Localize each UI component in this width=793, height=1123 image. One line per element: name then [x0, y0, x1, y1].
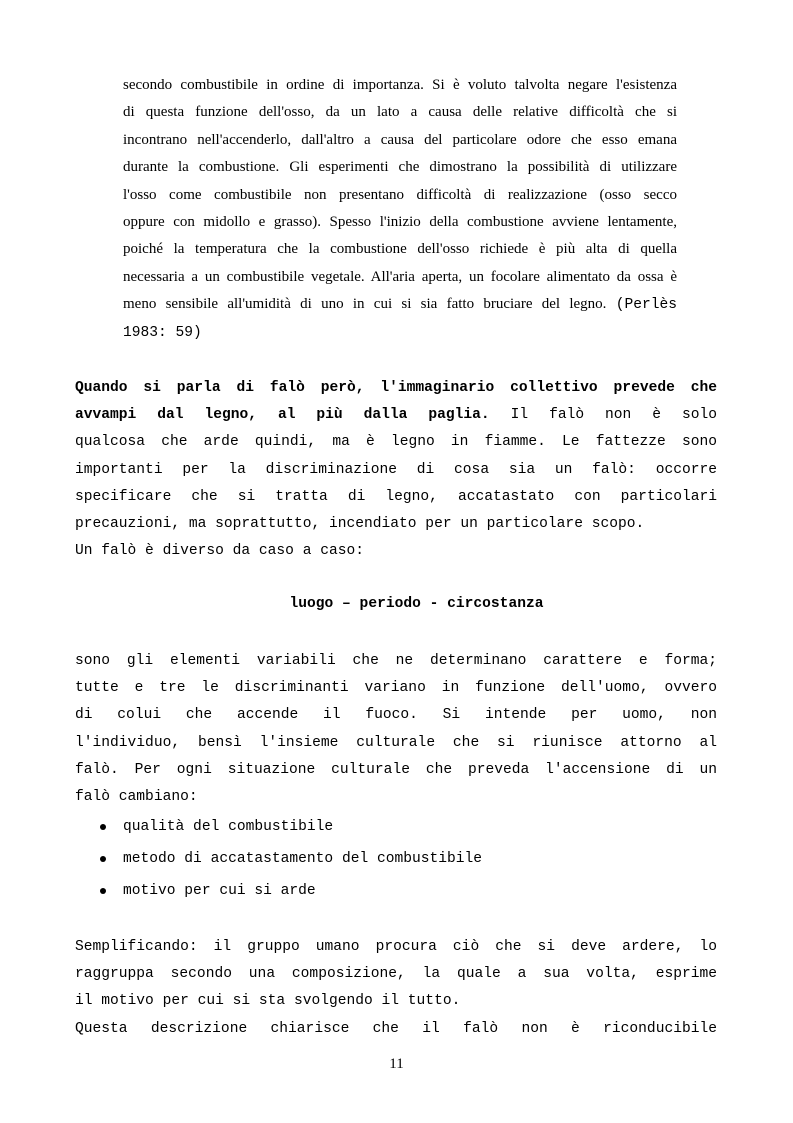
page-number: 11: [389, 1056, 404, 1072]
paragraph-line: il motivo per cui si sta svolgendo il tutto.: [75, 993, 461, 1010]
block-quote: [123, 72, 677, 346]
quote-line: incontrano nell'accenderlo, dall'altro a causa del particolare odore che esso emana: [123, 131, 677, 148]
list-item: [96, 878, 482, 910]
paragraph-line: importanti per la discriminazione di cosa sia un falò: occorre: [75, 461, 717, 478]
paragraph-line: specificare che si tratta di legno, accatastato con particolari: [75, 488, 717, 505]
paragraph-line: l'individuo, bensì l'insieme culturale che si riunisce attorno al: [75, 734, 717, 751]
list-item-text: motivo per cui si arde: [123, 883, 316, 899]
paragraph-line: Semplificando: il gruppo umano procura ciò che si deve ardere, lo: [75, 939, 717, 955]
bullet-icon: [100, 824, 106, 830]
quote-line: poiché la temperatura che la combustione dell'osso richiede è più alta di quella: [123, 241, 677, 258]
list-item: [96, 814, 482, 846]
paragraph-line: Un falò è diverso da caso a caso:: [75, 543, 365, 560]
quote-line: necessaria a un combustibile vegetale. All'aria aperta, un focolare alimentato da ossa è: [123, 268, 677, 285]
paragraph-line: sono gli elementi variabili che ne determinano carattere e forma;: [75, 653, 717, 669]
list-item-text: metodo di accatastamento del combustibile: [123, 851, 483, 867]
paragraph-line: falò. Per ogni situazione culturale che preveda l'accensione di un: [75, 761, 717, 778]
list-item: [96, 846, 482, 878]
quote-line: durante la combustione. Gli esperimenti che dimostrano la possibilità di utilizzare: [123, 159, 677, 176]
list-item-text: qualità del combustibile: [123, 819, 334, 835]
bullet-list: [96, 814, 482, 910]
paragraph-line: Quando si parla di falò però, l'immaginario collettivo prevede che: [75, 380, 717, 396]
paragraph-variables: [75, 648, 717, 811]
paragraph-line: falò cambiano:: [75, 788, 198, 805]
quote-line: [123, 319, 677, 346]
paragraph-falo-intro: [75, 375, 717, 565]
centered-heading: luogo – periodo - circostanza: [289, 596, 544, 612]
quote-text: meno sensibile all'umidità di uno in cui si sia fatto bruciare del legno.: [123, 296, 607, 313]
paragraph-line: [75, 402, 717, 429]
paragraph-line: di colui che accende il fuoco. Si intende per uomo, non: [75, 707, 717, 724]
bullet-icon: [100, 856, 106, 862]
paragraph-summary: [75, 934, 717, 1043]
paragraph-line: precauzioni, ma soprattutto, incendiato per un particolare scopo.: [75, 515, 645, 532]
quote-line: secondo combustibile in ordine di importanza. Si è voluto talvolta negare l'esistenza: [123, 77, 677, 93]
quote-line: di questa funzione dell'osso, da un lato a causa delle relative difficoltà che si: [123, 104, 677, 121]
paragraph-line: qualcosa che arde quindi, ma è legno in fiamme. Le fattezze sono: [75, 434, 717, 451]
paragraph-line: Questa descrizione chiarisce che il falò non è riconducibile: [75, 1020, 717, 1037]
bullet-icon: [100, 888, 106, 894]
paragraph-text: Il falò non è solo: [489, 407, 717, 424]
quote-line: oppure con midollo e grasso). Spesso l'inizio della combustione avviene lentamente,: [123, 213, 677, 230]
quote-line: [123, 291, 677, 318]
bold-text: avvampi dal legno, al più dalla paglia.: [75, 407, 490, 424]
quote-line: l'osso come combustibile non presentano difficoltà di realizzazione (osso secco: [123, 186, 677, 203]
citation: 1983: 59): [123, 324, 202, 341]
paragraph-line: raggruppa secondo una composizione, la quale a sua volta, esprime: [75, 966, 717, 983]
paragraph-line: tutte e tre le discriminanti variano in funzione dell'uomo, ovvero: [75, 680, 717, 697]
citation: (Perlès: [615, 297, 678, 314]
